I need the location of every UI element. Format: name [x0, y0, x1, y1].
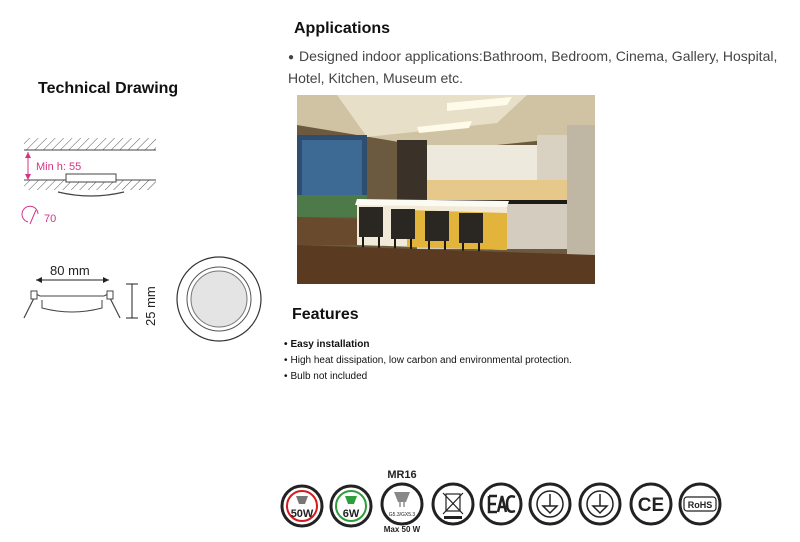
features-title: Features: [292, 306, 359, 323]
socket-codes-label: G5.3/GX5.3: [388, 512, 416, 518]
ce-label: CE: [637, 495, 665, 516]
width-label: 80 mm: [50, 263, 90, 278]
led-watt-label: 6W: [342, 508, 360, 520]
kitchen-interior-photo: [297, 95, 595, 284]
led-6w-icon: [331, 486, 371, 526]
halogen-watt-label: 50W: [290, 508, 314, 520]
applications-description: ● Designed indoor applications:Bathroom, Bedroom, Cinema, Gallery, Hospital, Hotel, Kitchen, Museum etc.: [288, 48, 778, 86]
feature-item: • High heat dissipation, low carbon and environmental protection.: [284, 353, 572, 369]
min-height-label: Min h: 55: [36, 161, 82, 173]
certification-icons: [280, 466, 740, 534]
ceiling-hatch: [24, 138, 156, 150]
halogen-50w-icon: [282, 486, 322, 526]
fixture-side-top: [34, 293, 110, 296]
technical-drawing: [14, 128, 284, 343]
feature-item: • Bulb not included: [284, 369, 572, 385]
tilt-angle-label: 70: [44, 213, 57, 225]
applications-text: Designed indoor applications:Bathroom, Bedroom, Cinema, Gallery, Hospital, Hotel, Kitchen, Museum etc.: [288, 48, 778, 86]
spring-clips: [24, 298, 120, 318]
eac-icon: [481, 484, 521, 524]
fixture-front-lens: [191, 271, 247, 327]
height-label: 25 mm: [143, 286, 158, 326]
features-list: [284, 337, 572, 385]
tilt-angle-icon: [22, 206, 38, 222]
fixture-body: [66, 174, 116, 182]
ce-mark-icon: [631, 484, 671, 524]
applications-title: Applications: [294, 20, 391, 37]
max-watt-label: Max 50 W: [383, 525, 421, 534]
rohs-icon: [680, 484, 720, 524]
fixture-side-body: [42, 300, 102, 312]
weee-bin-icon: [433, 484, 473, 524]
mr16-socket-icon: [382, 469, 422, 534]
socket-type-label: MR16: [387, 469, 417, 481]
feature-item: • Easy installation: [284, 337, 572, 353]
ground-symbol-icon: [580, 484, 620, 524]
ground-symbol-icon: [530, 484, 570, 524]
rohs-label: RoHS: [687, 500, 713, 510]
fixture-trim: [58, 192, 124, 196]
technical-drawing-title: Technical Drawing: [38, 80, 179, 97]
